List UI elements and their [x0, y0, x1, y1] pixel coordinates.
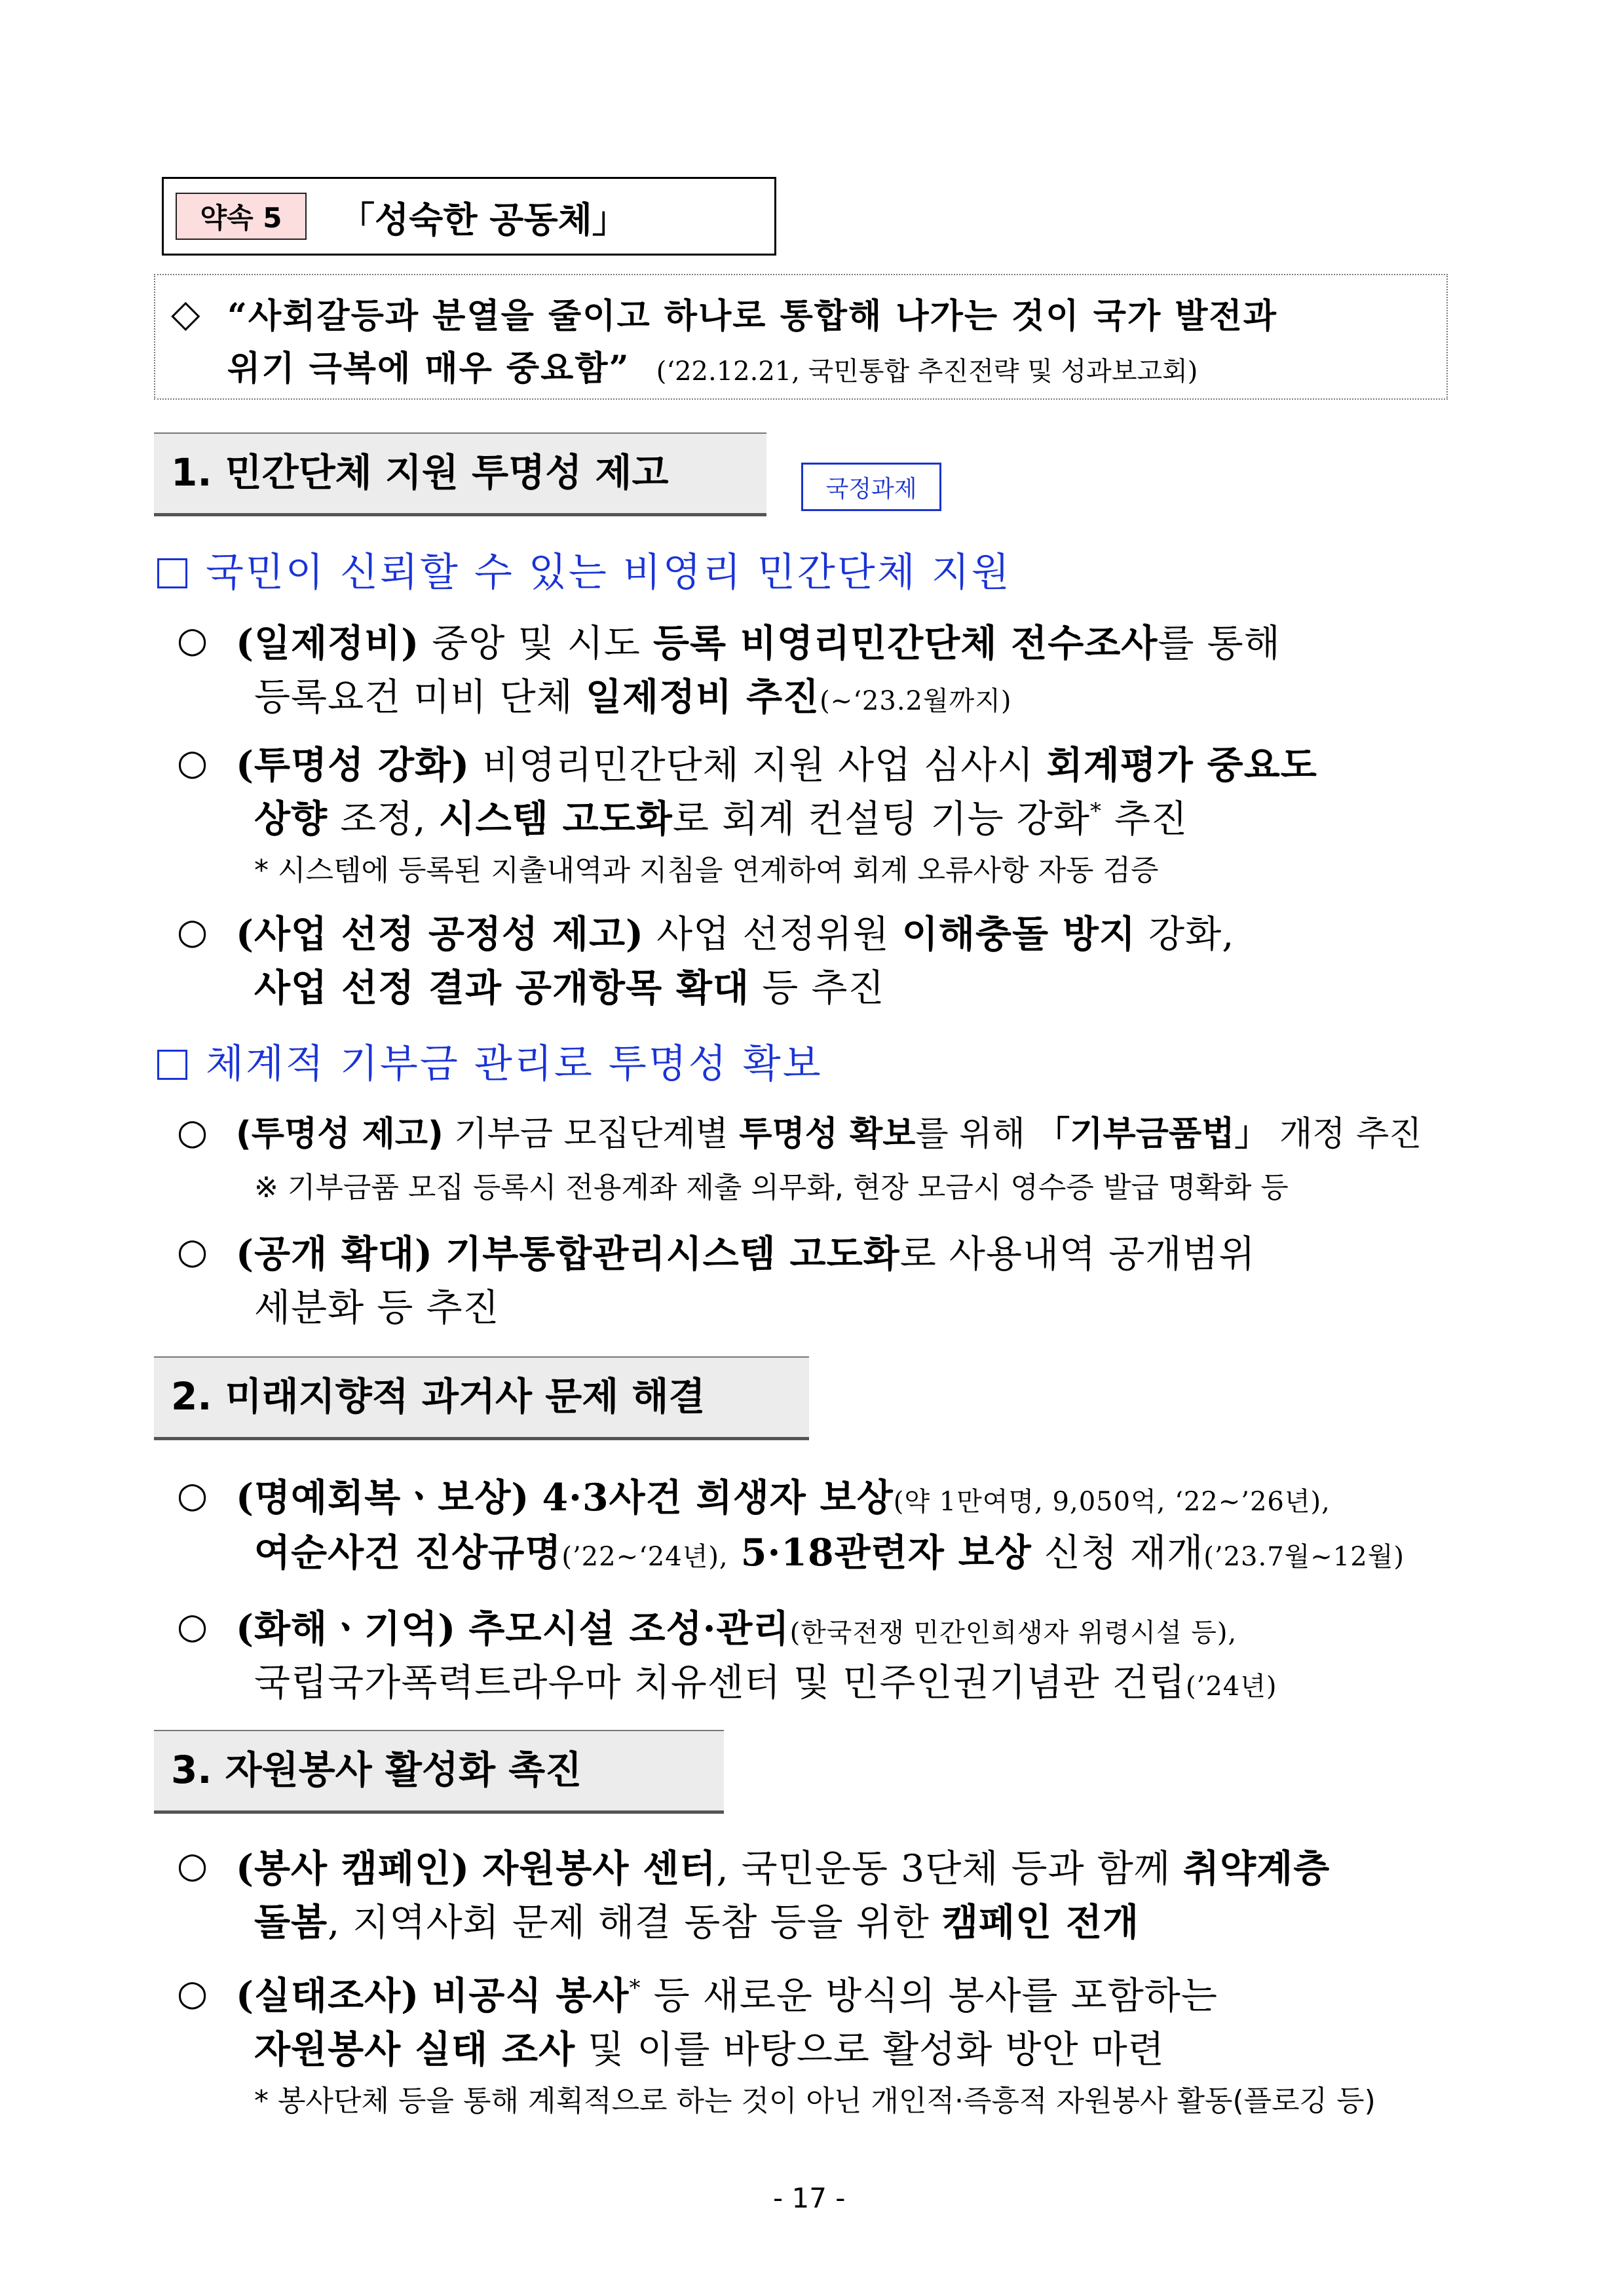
body-text: [728, 1531, 741, 1575]
item-1-5-line-2: [254, 1278, 500, 1331]
detail-text: (한국전쟁 민간인희생자 위령시설 등),: [789, 1618, 1237, 1648]
emphasis-text: 추모시설 조성·관리: [468, 1607, 790, 1651]
emphasis-text: 투명성 확보: [739, 1115, 916, 1154]
emphasis-text: (사업 선정 공정성 제고): [236, 912, 645, 956]
quote-line-2: [227, 341, 1198, 390]
quote-source: (‘22.12.21, 국민통합 추진전략 및 성과보고회): [656, 356, 1198, 387]
emphasis-text: 4·3사건 희생자 보상: [542, 1476, 894, 1520]
square-icon: [157, 1050, 187, 1080]
body-text: 강화,: [1135, 913, 1235, 956]
body-text: 국립국가폭력트라우마 치유센터 및 민주인권기념관 건립: [254, 1661, 1186, 1704]
quote-line-2-text: 위기 극복에 매우 중요함”: [227, 349, 630, 389]
emphasis-text: 이해충돌 방지: [901, 912, 1136, 956]
body-text: 및 이를 바탕으로 활성화 방안 마련: [575, 2028, 1165, 2071]
item-1-5-line-1: [236, 1224, 1256, 1278]
body-text: 사업 선정위원: [644, 913, 902, 956]
emphasis-text: (봉사 캠페인): [236, 1846, 470, 1890]
bullet-icon: ○: [177, 1972, 208, 2014]
promise-header: [162, 177, 776, 256]
emphasis-text: 기부통합관리시스템 고도화: [445, 1232, 900, 1276]
body-text: 등록요건 미비 단체: [254, 676, 586, 719]
body-text: 조정,: [328, 797, 439, 841]
emphasis-text: (실태조사): [236, 1974, 420, 2018]
body-text: [456, 1607, 468, 1651]
body-text: 개정 추진: [1268, 1115, 1422, 1154]
detail-text: (’24년): [1185, 1672, 1277, 1702]
item-3-1-line-1: [236, 1839, 1330, 1892]
emphasis-text: (명예회복ㆍ보상): [236, 1476, 530, 1520]
body-text: 비영리민간단체 지원 사업 심사시: [470, 744, 1047, 787]
emphasis-text: 캠페인 전개: [941, 1900, 1140, 1944]
body-text: 로 회계 컨설팅 기능 강화: [672, 797, 1090, 841]
item-1-3-line-2: [254, 958, 885, 1012]
body-text: *: [629, 1975, 641, 2001]
body-text: 를 위해: [915, 1115, 1036, 1154]
emphasis-text: 「기부금품법」: [1036, 1115, 1269, 1154]
diamond-icon: ◇: [171, 291, 200, 335]
emphasis-text: 비공식 봉사: [432, 1974, 630, 2018]
page-number: - 17 -: [773, 2182, 846, 2214]
bullet-icon: ○: [177, 911, 208, 952]
item-1-3-line-1: [236, 904, 1234, 958]
bullet-icon: ○: [177, 1111, 208, 1153]
square-icon: [157, 558, 187, 588]
bullet-icon: ○: [177, 1474, 208, 1516]
body-text: [419, 1974, 432, 2018]
bullet-icon: ○: [177, 1845, 208, 1886]
quote-box: [154, 274, 1448, 400]
body-text: , 지역사회 문제 해결 동참 등을 위한: [328, 1901, 942, 1944]
item-1-1-line-2: [254, 667, 1012, 721]
promise-tag: 약속 5: [176, 193, 307, 240]
emphasis-text: 등록 비영리민간단체 전수조사: [652, 621, 1158, 665]
emphasis-text: (화해ㆍ기억): [236, 1607, 457, 1651]
section-title-2: 2. 미래지향적 과거사 문제 해결: [154, 1356, 809, 1440]
body-text: [470, 1847, 482, 1890]
emphasis-text: 상향: [254, 797, 328, 841]
emphasis-text: 취약계층: [1183, 1846, 1331, 1890]
body-text: *: [1089, 798, 1102, 824]
body-text: [433, 1233, 445, 1276]
item-2-1-line-1: [236, 1468, 1331, 1521]
detail-text: (’23.7월~12월): [1203, 1542, 1405, 1572]
item-2-1-line-2: [254, 1523, 1405, 1577]
item-3-2-line-2: [254, 2019, 1165, 2073]
national-task-badge: 국정과제: [801, 463, 941, 511]
emphasis-text: 일제정비 추진: [585, 675, 820, 719]
body-text: 신청 재개: [1031, 1531, 1204, 1575]
body-text: 추진: [1101, 797, 1188, 841]
emphasis-text: 회계평가 중요도: [1046, 743, 1317, 787]
subheading-2-text: 체계적 기부금 관리로 투명성 확보: [206, 1041, 823, 1087]
body-text: 등 새로운 방식의 봉사를 포함하는: [641, 1974, 1218, 2018]
emphasis-text: 자원봉사 센터: [482, 1846, 717, 1890]
detail-text: (~‘23.2월까지): [820, 686, 1012, 716]
item-1-1-line-1: [236, 613, 1281, 667]
section-title-3: 3. 자원봉사 활성화 촉진: [154, 1730, 724, 1814]
body-text: 등 추진: [749, 966, 885, 1010]
detail-text: (약 1만여명, 9,050억, ‘22~’26년),: [893, 1487, 1331, 1517]
bullet-icon: ○: [177, 1231, 208, 1272]
emphasis-text: 시스템 고도화: [438, 797, 673, 841]
item-1-2-line-2: [254, 789, 1188, 843]
body-text: 를 통해: [1158, 622, 1281, 665]
item-1-2-line-1: [236, 735, 1317, 789]
emphasis-text: (공개 확대): [236, 1232, 434, 1276]
item-3-2-line-1: [236, 1966, 1218, 2019]
body-text: 기부금 모집단계별: [443, 1115, 740, 1154]
section-title-1: 1. 민간단체 지원 투명성 제고: [154, 432, 766, 516]
bullet-icon: ○: [177, 742, 208, 783]
item-1-2-note: * 시스템에 등록된 지출내역과 지침을 연계하여 회계 오류사항 자동 검증: [254, 854, 1159, 887]
item-1-4-note: ※ 기부금품 모집 등록시 전용계좌 제출 의무화, 현장 모금시 영수증 발급 명확화 등: [254, 1171, 1289, 1204]
item-3-1-line-2: [254, 1892, 1139, 1946]
item-3-2-note: * 봉사단체 등을 통해 계획적으로 하는 것이 아닌 개인적·즉흥적 자원봉사 활동(플로깅 등): [254, 2084, 1376, 2118]
bullet-icon: ○: [177, 619, 208, 660]
item-2-2-line-1: [236, 1599, 1237, 1653]
emphasis-text: (일제정비): [236, 621, 420, 665]
emphasis-text: (투명성 제고): [236, 1115, 444, 1154]
emphasis-text: (투명성 강화): [236, 743, 470, 787]
body-text: [529, 1476, 542, 1520]
body-text: 로 사용내역 공개범위: [899, 1233, 1256, 1276]
item-1-4-line-1: [236, 1106, 1422, 1155]
detail-text: (’22~‘24년),: [561, 1542, 728, 1572]
subheading-1-text: 국민이 신뢰할 수 있는 비영리 민간단체 지원: [206, 550, 1011, 596]
bullet-icon: ○: [177, 1605, 208, 1647]
emphasis-text: 여순사건 진상규명: [254, 1531, 562, 1575]
promise-title: 「성숙한 공동체」: [339, 199, 628, 240]
emphasis-text: 자원봉사 실태 조사: [254, 2027, 576, 2071]
subheading-2: [157, 1033, 823, 1089]
body-text: 중앙 및 시도: [419, 622, 653, 665]
body-text: , 국민운동 3단체 등과 함께: [716, 1847, 1184, 1890]
quote-line-1: “사회갈등과 분열을 줄이고 하나로 통합해 나가는 것이 국가 발전과: [227, 296, 1278, 336]
emphasis-text: 사업 선정 결과 공개항목 확대: [254, 966, 750, 1010]
body-text: 세분화 등 추진: [254, 1286, 500, 1330]
emphasis-text: 돌봄: [254, 1900, 328, 1944]
emphasis-text: 5·18관련자 보상: [740, 1531, 1032, 1575]
item-2-2-line-2: [254, 1653, 1277, 1706]
subheading-1: [157, 541, 1011, 598]
